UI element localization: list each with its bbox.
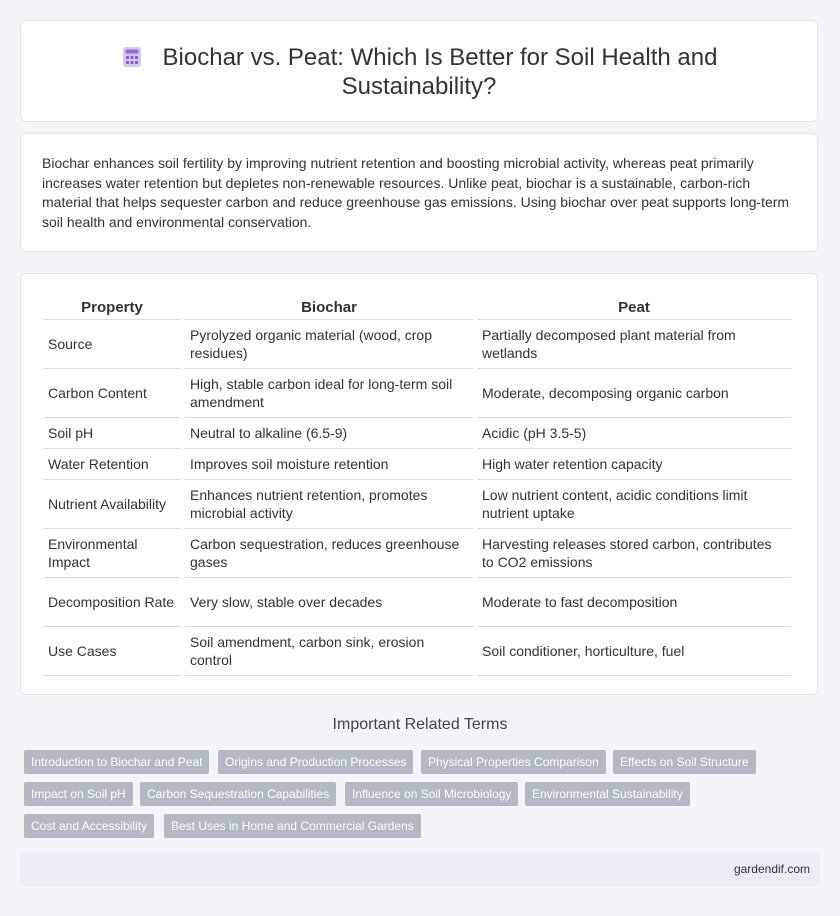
table-row <box>43 627 791 676</box>
cell-biochar: Improves soil moisture retention <box>185 449 473 480</box>
related-term-tag[interactable]: Best Uses in Home and Commercial Gardens <box>164 814 421 838</box>
cell-property: Soil pH <box>43 418 181 449</box>
cell-peat: Moderate to fast decomposition <box>477 578 791 627</box>
cell-property: Nutrient Availability <box>43 480 181 529</box>
calculator-icon <box>121 46 143 68</box>
page-title <box>21 43 817 101</box>
title-line-1: Biochar vs. Peat: Which Is Better for Soil Health and <box>162 44 718 71</box>
header-peat: Peat <box>477 296 791 320</box>
cell-property: Source <box>43 320 181 369</box>
cell-peat: Moderate, decomposing organic carbon <box>477 369 791 418</box>
intro-text: Biochar enhances soil fertility by improving nutrient retention and boosting microbial activity, whereas peat primarily increases water retention but depletes non-renewable resources. Unlike peat, biochar is a sustainable, carbon-rich material that helps sequester carbon and reduce greenhouse gas emissions. Using biochar over peat supports long-term soil health and environmental conservation. <box>42 155 790 230</box>
cell-peat: Harvesting releases stored carbon, contributes to CO2 emissions <box>477 529 791 578</box>
table-row <box>43 320 791 369</box>
cell-biochar: Enhances nutrient retention, promotes microbial activity <box>185 480 473 529</box>
related-term-tag[interactable]: Environmental Sustainability <box>525 782 690 806</box>
cell-biochar: Carbon sequestration, reduces greenhouse gases <box>185 529 473 578</box>
related-term-tag[interactable]: Influence on Soil Microbiology <box>345 782 518 806</box>
related-term-tag[interactable]: Carbon Sequestration Capabilities <box>140 782 336 806</box>
related-term-tag[interactable]: Cost and Accessibility <box>24 814 154 838</box>
header-biochar: Biochar <box>185 296 473 320</box>
related-term-tag[interactable]: Effects on Soil Structure <box>613 750 756 774</box>
comparison-table <box>39 296 795 676</box>
title-line-2: Sustainability? <box>341 73 497 100</box>
footer <box>20 852 820 886</box>
cell-biochar: High, stable carbon ideal for long-term soil amendment <box>185 369 473 418</box>
cell-peat: Low nutrient content, acidic conditions limit nutrient uptake <box>477 480 791 529</box>
table-row <box>43 578 791 627</box>
intro-card <box>20 133 818 252</box>
header-property: Property <box>43 296 181 320</box>
cell-peat: Acidic (pH 3.5-5) <box>477 418 791 449</box>
related-term-tag[interactable]: Introduction to Biochar and Peat <box>24 750 209 774</box>
cell-property: Use Cases <box>43 627 181 676</box>
cell-biochar: Pyrolyzed organic material (wood, crop residues) <box>185 320 473 369</box>
cell-peat: High water retention capacity <box>477 449 791 480</box>
cell-property: Decomposition Rate <box>43 578 181 627</box>
table-row <box>43 369 791 418</box>
cell-property: Carbon Content <box>43 369 181 418</box>
table-header-row <box>43 296 791 320</box>
related-term-tag[interactable]: Impact on Soil pH <box>24 782 133 806</box>
related-term-tag[interactable]: Origins and Production Processes <box>218 750 413 774</box>
related-term-tag[interactable]: Physical Properties Comparison <box>421 750 606 774</box>
table-row <box>43 529 791 578</box>
related-terms-title: Important Related Terms <box>332 716 508 733</box>
table-row <box>43 480 791 529</box>
cell-property: Environmental Impact <box>43 529 181 578</box>
footer-site-link[interactable]: gardendif.com <box>733 862 810 876</box>
header-card <box>20 20 818 122</box>
cell-biochar: Very slow, stable over decades <box>185 578 473 627</box>
comparison-card <box>20 273 818 695</box>
cell-biochar: Neutral to alkaline (6.5-9) <box>185 418 473 449</box>
cell-peat: Soil conditioner, horticulture, fuel <box>477 627 791 676</box>
cell-biochar: Soil amendment, carbon sink, erosion control <box>185 627 473 676</box>
table-row <box>43 418 791 449</box>
cell-peat: Partially decomposed plant material from wetlands <box>477 320 791 369</box>
table-row <box>43 449 791 480</box>
cell-property: Water Retention <box>43 449 181 480</box>
